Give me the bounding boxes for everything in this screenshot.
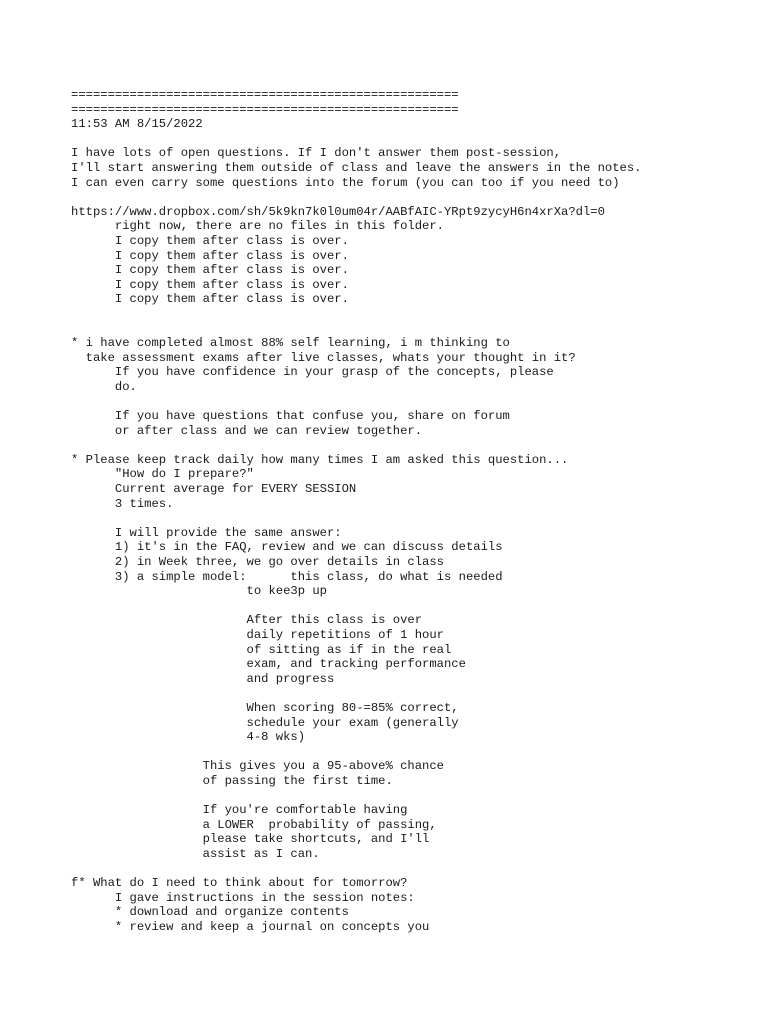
text-line: If you're comfortable having xyxy=(71,803,408,818)
text-line: I gave instructions in the session notes: xyxy=(71,890,415,905)
text-line: When scoring 80-=85% correct, xyxy=(71,700,459,715)
text-line: After this class is over xyxy=(71,613,423,628)
text-line: 4-8 wks) xyxy=(71,730,306,745)
text-line: to kee3p up xyxy=(71,584,327,599)
text-line: do. xyxy=(71,379,137,394)
blank-line xyxy=(71,322,761,337)
text-line: assist as I can. xyxy=(71,846,320,861)
text-line: daily repetitions of 1 hour xyxy=(71,627,444,642)
text-line: If you have confidence in your grasp of the concepts, please xyxy=(71,365,554,380)
text-line: I copy them after class is over. xyxy=(71,248,349,263)
text-line: 3) a simple model: this class, do what is needed xyxy=(71,569,503,584)
text-line: I copy them after class is over. xyxy=(71,292,349,307)
blank-line xyxy=(71,132,761,147)
blank-line xyxy=(71,599,761,614)
text-line: https://www.dropbox.com/sh/5k9kn7k0l0um04r/AABfAIC-YRpt9zycyH6n4xrXa?dl=0 xyxy=(71,204,605,219)
text-line: 3 times. xyxy=(71,496,174,511)
text-line: ===================================================== xyxy=(71,88,459,102)
text-line: I will provide the same answer: xyxy=(71,525,342,540)
text-line: I have lots of open questions. If I don't answer them post-session, xyxy=(71,146,562,161)
text-line: I'll start answering them outside of class and leave the answers in the notes. xyxy=(71,160,642,175)
blank-line xyxy=(71,394,761,409)
text-line: This gives you a 95-above% chance xyxy=(71,759,444,774)
blank-line xyxy=(71,307,761,322)
text-line: I copy them after class is over. xyxy=(71,263,349,278)
text-line: I copy them after class is over. xyxy=(71,277,349,292)
text-line: take assessment exams after live classes, whats your thought in it? xyxy=(71,350,576,365)
text-line: 1) it's in the FAQ, review and we can discuss details xyxy=(71,540,503,555)
text-line: and progress xyxy=(71,671,335,686)
text-line: please take shortcuts, and I'll xyxy=(71,832,430,847)
blank-line xyxy=(71,686,761,701)
text-line: * i have completed almost 88% self learning, i m thinking to xyxy=(71,336,510,351)
text-line: of sitting as if in the real xyxy=(71,642,452,657)
document-body xyxy=(71,88,761,934)
text-line: Current average for EVERY SESSION xyxy=(71,482,357,497)
blank-line xyxy=(71,789,761,804)
text-line: * download and organize contents xyxy=(71,905,349,920)
text-line: ===================================================== xyxy=(71,102,459,117)
blank-line xyxy=(71,511,761,526)
text-line: a LOWER probability of passing, xyxy=(71,817,437,832)
text-line: I copy them after class is over. xyxy=(71,233,349,248)
blank-line xyxy=(71,745,761,760)
text-line: f* What do I need to think about for tomorrow? xyxy=(71,876,408,891)
text-line: or after class and we can review together. xyxy=(71,423,423,438)
text-line: right now, there are no files in this folder. xyxy=(71,219,444,234)
blank-line xyxy=(71,190,761,205)
text-line: If you have questions that confuse you, share on forum xyxy=(71,409,510,424)
blank-line xyxy=(71,438,761,453)
text-line: of passing the first time. xyxy=(71,773,393,788)
blank-line xyxy=(71,861,761,876)
text-line: schedule your exam (generally xyxy=(71,715,459,730)
text-line: exam, and tracking performance xyxy=(71,657,466,672)
text-line: "How do I prepare?" xyxy=(71,467,254,482)
text-line: 2) in Week three, we go over details in class xyxy=(71,555,444,569)
text-line: * Please keep track daily how many times I am asked this question... xyxy=(71,452,569,467)
text-line: 11:53 AM 8/15/2022 xyxy=(71,117,203,132)
text-line: * review and keep a journal on concepts you xyxy=(71,919,430,934)
text-line: I can even carry some questions into the forum (you can too if you need to) xyxy=(71,175,620,190)
